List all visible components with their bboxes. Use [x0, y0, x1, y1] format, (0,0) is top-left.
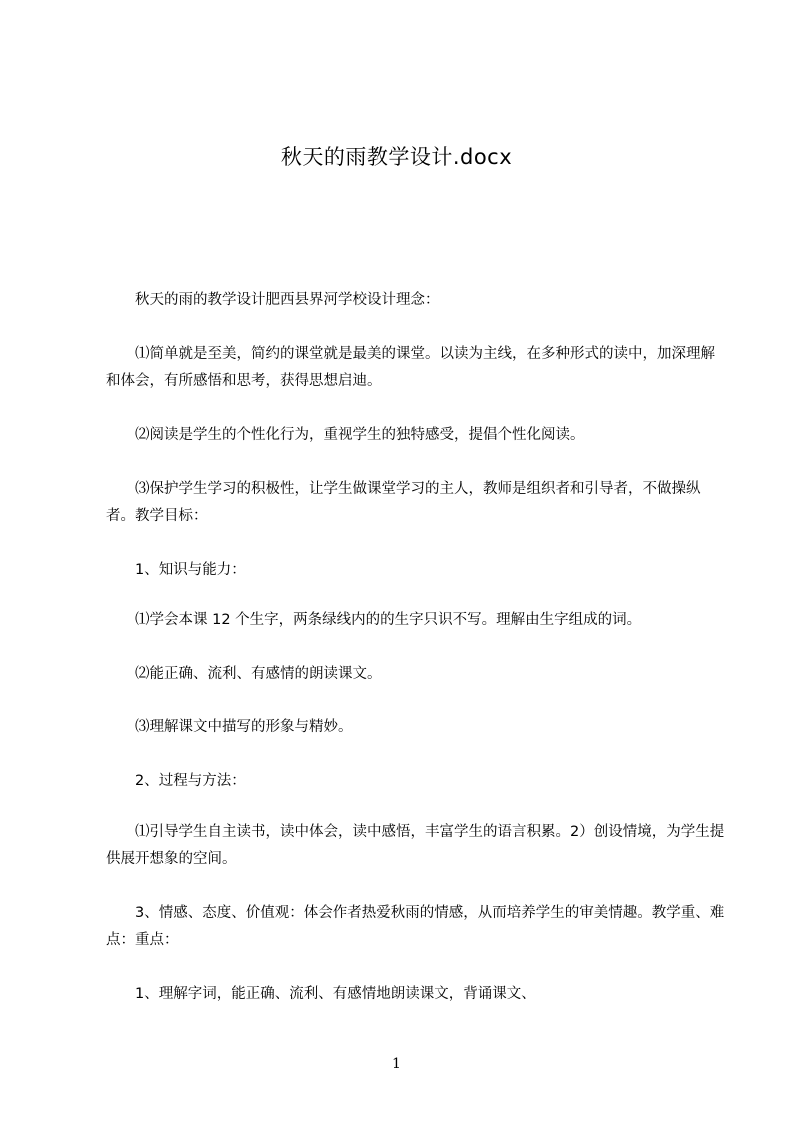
paragraph-knowledge-1: ⑴学会本课 12 个生字，两条绿线内的的生字只识不写。理解由生字组成的词。 [106, 612, 642, 628]
document-title: 秋天的雨教学设计.docx [280, 145, 513, 169]
paragraph-key-point-1: 1、理解字词，能正确、流利、有感情地朗读课文，背诵课文、 [106, 986, 536, 1002]
page-number: 1 [392, 1056, 401, 1072]
paragraph-concept-1: ⑴简单就是至美，简约的课堂就是最美的课堂。以读为主线，在多种形式的读中，加深理解和体会，有所感悟和思考，获得思想启迪。 [106, 346, 715, 389]
paragraph-concept-2: ⑵阅读是学生的个性化行为，重视学生的独特感受，提倡个性化阅读。 [106, 427, 585, 443]
paragraph-concept-3: ⑶保护学生学习的积极性，让学生做课堂学习的主人，教师是组织者和引导者，不做操纵者。教学目标： [106, 481, 701, 524]
paragraph-emotion-values: 3、情感、态度、价值观：体会作者热爱秋雨的情感，从而培养学生的审美情趣。教学重、难点：重点： [106, 905, 725, 948]
paragraph-knowledge-3: ⑶理解课文中描写的形象与精妙。 [106, 719, 353, 735]
paragraph-knowledge-ability: 1、知识与能力： [106, 562, 246, 578]
paragraph-design-intro: 秋天的雨的教学设计肥西县界河学校设计理念： [106, 292, 440, 308]
paragraph-knowledge-2: ⑵能正确、流利、有感情的朗读课文。 [106, 666, 382, 682]
paragraph-process-method: 2、过程与方法： [106, 773, 246, 789]
paragraph-process-1: ⑴引导学生自主读书，读中体会，读中感悟，丰富学生的语言积累。2）创设情境，为学生提供展开想象的空间。 [106, 824, 725, 867]
